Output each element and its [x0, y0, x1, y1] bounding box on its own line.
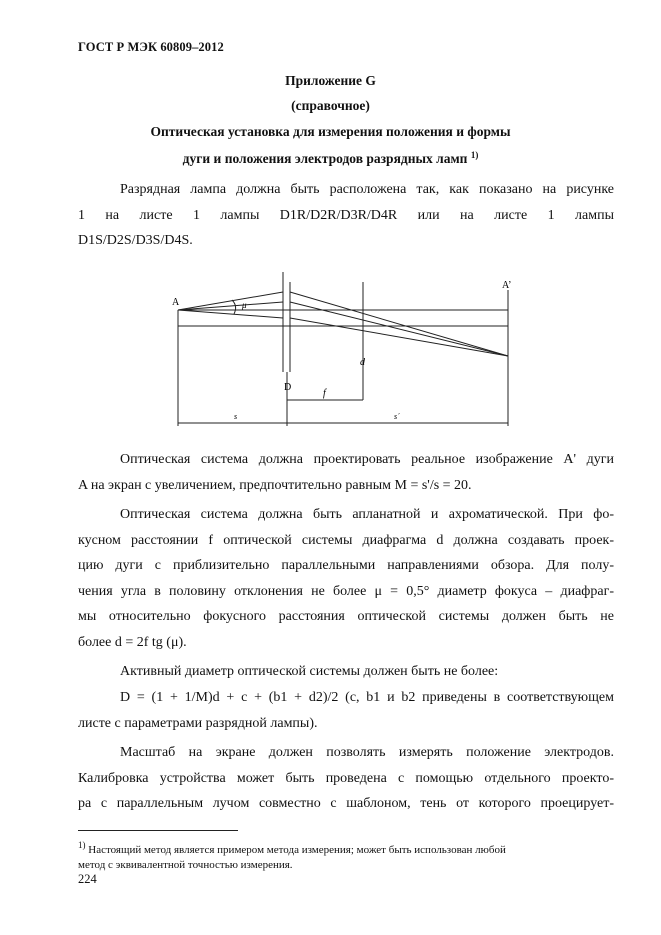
p1-line-2: A на экран с увеличением, предпочтительно равным M = s'/s = 20.: [78, 477, 472, 493]
appendix-heading-line2-text: дуги и положения электродов разрядных ламп: [182, 151, 468, 166]
angle-arc: [232, 300, 236, 314]
paragraph-5: [78, 740, 614, 817]
appendix-heading-line2: [0, 150, 661, 167]
appendix-subtitle: (справочное): [291, 98, 370, 113]
p1-line-1: Оптическая система должна проектировать реальное изображение A' дуги: [120, 452, 614, 467]
intro-line-3: D1S/D2S/D3S/D4S.: [78, 233, 193, 248]
footnote-line-1: [78, 838, 618, 858]
intro-paragraph: [78, 177, 614, 254]
p2-line-3: цию дуги с приблизительно параллельными направлениями обзора. Для полу-: [78, 558, 614, 573]
label-s-prime: s´: [394, 412, 400, 421]
optical-setup-diagram: [170, 268, 530, 428]
footnote-text-2: метод с эквивалентной точностью измерения.: [78, 859, 293, 871]
p4-line-1: D = (1 + 1/M)d + c + (b1 + d2)/2 (c, b1 и b2 приведены в соответствующем: [120, 690, 614, 705]
p2-line-5: мы относительно фокусного расстояния оптической системы должен быть не: [78, 609, 614, 624]
p5-line-3: ра с параллельным лучом совместно с шаблоном, тень от которого проецирует-: [78, 796, 614, 811]
paragraph-2: [78, 502, 614, 655]
footnote-divider: [78, 830, 238, 831]
p2-line-2: кусном расстоянии f оптической системы диафрагма d должна создавать проек-: [78, 532, 614, 548]
paragraph-4: [78, 685, 614, 736]
footnote: [78, 838, 618, 873]
p5-line-2: Калибровка устройства может быть проведена с помощью отдельного проекто-: [78, 770, 614, 786]
document-header: ГОСТ Р МЭК 60809–2012: [78, 40, 224, 54]
p5-line-1: Масштаб на экране должен позволять измерять положение электродов.: [120, 745, 614, 760]
label-mu: μ: [242, 300, 247, 310]
appendix-heading-line1: Оптическая установка для измерения положения и формы: [150, 124, 511, 139]
label-A-prime: A’: [502, 280, 512, 291]
paragraph-1: [78, 447, 614, 498]
label-d: d: [360, 357, 365, 368]
appendix-title: Приложение G: [285, 73, 376, 88]
page-number: 224: [78, 872, 97, 886]
paragraph-3: [78, 659, 614, 685]
label-D: D: [284, 382, 292, 393]
ray-middle: [178, 302, 283, 310]
heading-footnote-mark: 1): [470, 150, 479, 160]
label-f: f: [323, 388, 326, 399]
intro-line-1: Разрядная лампа должна быть расположена так, как показано на рисунке: [120, 182, 614, 197]
ray-lower: [178, 310, 283, 318]
p3-line-1: Активный диаметр оптической системы должен быть не более:: [120, 664, 499, 679]
label-s: s: [234, 412, 238, 421]
ray-upper: [178, 292, 283, 310]
label-A: A: [172, 297, 180, 308]
p2-line-1: Оптическая система должна быть апланатной и ахроматической. При фо-: [120, 507, 614, 522]
p4-line-2: листе с параметрами разрядной лампы).: [78, 715, 318, 731]
footnote-mark: 1): [78, 840, 86, 850]
p2-line-4: чения угла в половину отклонения не более μ = 0,5° диаметр фокуса – диафраг-: [78, 583, 614, 599]
p2-line-6: более d = 2f tg (μ).: [78, 634, 187, 650]
footnote-text-1: Настоящий метод является примером метода измерения; может быть использован любой: [88, 844, 506, 856]
intro-line-2: 1 на листе 1 лампы D1R/D2R/D3R/D4R или на листе 1 лампы: [78, 207, 614, 223]
